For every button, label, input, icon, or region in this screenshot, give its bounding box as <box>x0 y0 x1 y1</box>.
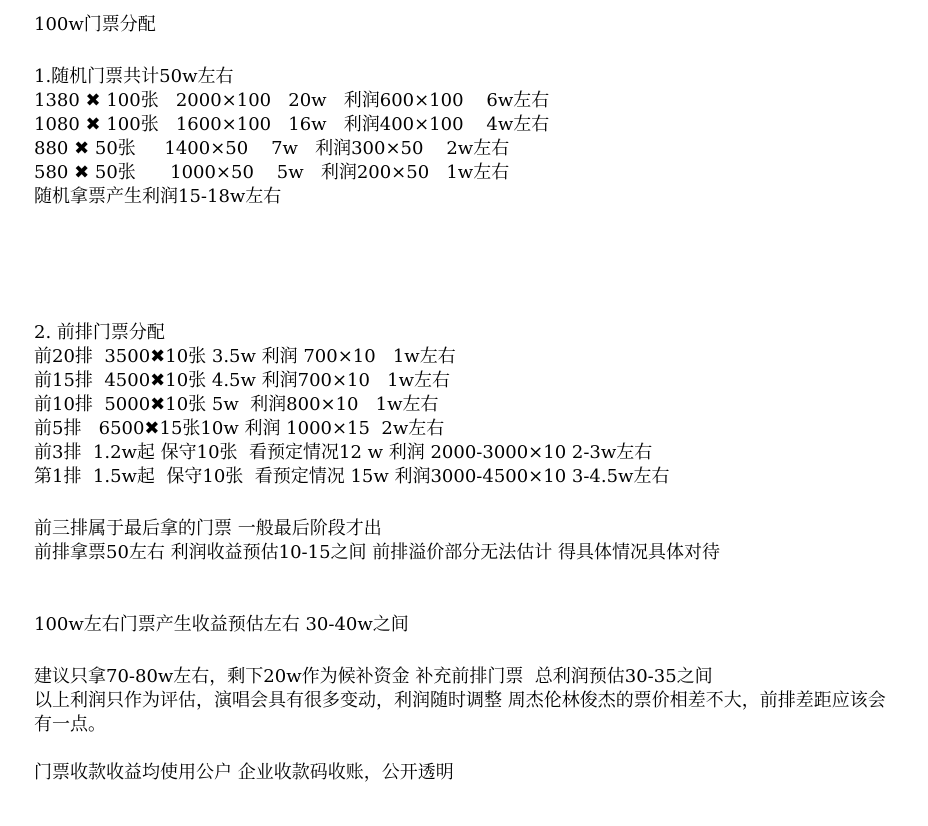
spacer <box>34 489 894 517</box>
spacer <box>34 637 894 665</box>
section1-line: 1380 ✖ 100张 2000×100 20w 利润600×100 6w左右 <box>34 90 550 111</box>
section1-line: 580 ✖ 50张 1000×50 5w 利润200×50 1w左右 <box>34 162 510 183</box>
section2-line: 前15排 4500✖10张 4.5w 利润700×10 1w左右 <box>34 370 450 391</box>
section1-summary: 随机拿票产生利润15-18w左右 <box>34 186 282 207</box>
advice-line: 以上利润只作为评估，演唱会具有很多变动，利润随时调整 周杰伦林俊杰的票价相差不大，前排差距应该会有一点。 <box>34 690 886 735</box>
document-title: 100w门票分配 <box>34 14 156 35</box>
advice-line: 建议只拿70-80w左右，剩下20w作为候补资金 补充前排门票 总利润预估30-35之间 <box>34 666 713 687</box>
section2-line: 前20排 3500✖10张 3.5w 利润 700×10 1w左右 <box>34 346 456 367</box>
spacer <box>34 737 894 761</box>
spacer <box>34 209 894 321</box>
section1-line: 880 ✖ 50张 1400×50 7w 利润300×50 2w左右 <box>34 138 510 159</box>
section2-heading: 2. 前排门票分配 <box>34 322 165 343</box>
section1-line: 1080 ✖ 100张 1600×100 16w 利润400×100 4w左右 <box>34 114 550 135</box>
document-body <box>34 13 894 785</box>
note-line: 前三排属于最后拿的门票 一般最后阶段才出 <box>34 518 382 539</box>
estimate-line: 100w左右门票产生收益预估左右 30-40w之间 <box>34 614 409 635</box>
section2-line: 第1排 1.5w起 保守10张 看预定情况 15w 利润3000-4500×10 3-4.5w左右 <box>34 466 670 487</box>
footer-line: 门票收款收益均使用公户 企业收款码收账，公开透明 <box>34 762 454 783</box>
section2-line: 前10排 5000✖10张 5w 利润800×10 1w左右 <box>34 394 439 415</box>
spacer <box>34 565 894 613</box>
section1-heading: 1.随机门票共计50w左右 <box>34 66 234 87</box>
spacer <box>34 37 894 65</box>
section2-line: 前5排 6500✖15张10w 利润 1000×15 2w左右 <box>34 418 445 439</box>
note-line: 前排拿票50左右 利润收益预估10-15之间 前排溢价部分无法估计 得具体情况具体对待 <box>34 542 720 563</box>
section2-line: 前3排 1.2w起 保守10张 看预定情况12 w 利润 2000-3000×10 2-3w左右 <box>34 442 653 463</box>
